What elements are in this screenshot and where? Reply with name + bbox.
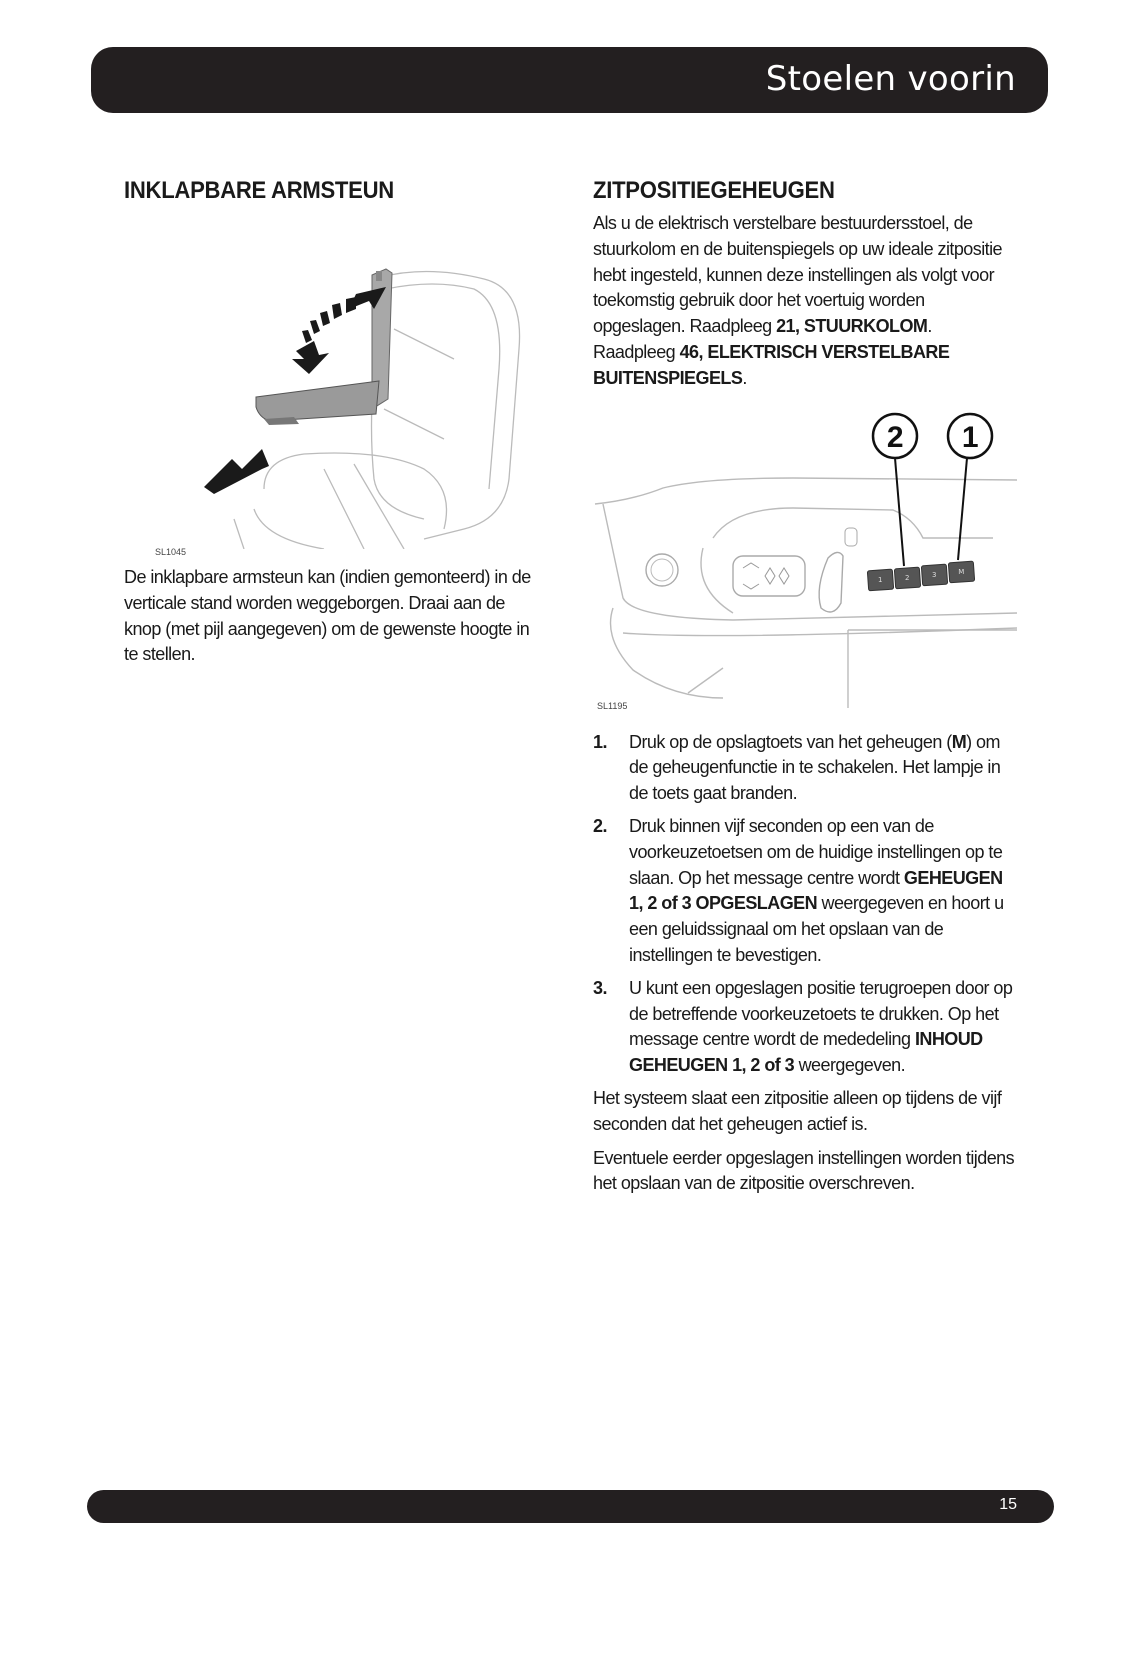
page-header-bar xyxy=(91,47,1048,113)
memory-store-button: M xyxy=(958,567,964,576)
cross-reference-mirrors[interactable]: 46, ELEKTRISCH VERSTELBARE BUITENSPIEGELS xyxy=(593,341,950,388)
section-heading-armrest: INKLAPBARE ARMSTEUN xyxy=(124,177,394,204)
armrest-illustration xyxy=(124,209,544,557)
callout-2: 2 xyxy=(886,420,904,454)
step-text: weergegeven en hoort u een geluidssignaal om het opslaan van de instellingen te bevestigen. xyxy=(629,893,1004,965)
list-item xyxy=(593,976,1017,1079)
memory-buttons-illustration xyxy=(593,408,1017,711)
intro-text: Als u de elektrisch verstelbare bestuurdersstoel, de stuurkolom en de buitenspiegels op uw ideale zitpositie hebt ingesteld, kunnen deze instellingen als volgt voor toekomstig gebruik door het voertuig worden opgeslagen. Raadpleeg xyxy=(593,213,1003,337)
step-text: U kunt een opgeslagen positie terugroepen door op de betreffende voorkeuzetoets te drukken. Op het message centre wordt de mededeling xyxy=(629,977,1013,1050)
seat-armrest-drawing xyxy=(124,209,544,549)
list-item xyxy=(593,814,1017,969)
step-number: 2. xyxy=(593,815,607,836)
step-bold: M xyxy=(951,731,967,752)
step-text: ) om de geheugenfunctie in te schakelen. Het lampje in de toets gaat branden. xyxy=(629,731,1001,804)
memory-button-2: 2 xyxy=(905,573,909,582)
armrest-description: De inklapbare armsteun kan (indien gemonteerd) in de verticale stand worden weggeborgen. Draai aan de knop (met pijl aangegeven) om de gewenste hoogte in te stellen. xyxy=(124,567,531,665)
memory-note-1: Het systeem slaat een zitpositie alleen op tijdens de vijf seconden dat het geheugen actief is. xyxy=(593,1087,1002,1134)
door-panel-drawing xyxy=(593,408,1017,708)
memory-note-2: Eventuele eerder opgeslagen instellingen worden tijdens het opslaan van de zitpositie overschreven. xyxy=(593,1147,1015,1194)
memory-intro xyxy=(593,211,1017,392)
memory-steps xyxy=(593,730,1017,1079)
section-heading-memory: ZITPOSITIEGEHEUGEN xyxy=(593,177,835,204)
step-bold: GEHEUGEN 1, 2 of 3 OPGESLAGEN xyxy=(629,867,1003,914)
step-bold: INHOUD GEHEUGEN 1, 2 of 3 xyxy=(629,1029,983,1076)
step-text: Druk binnen vijf seconden op een van de voorkeuzetoetsen om de huidige instellingen op te slaan. Op het message centre wordt xyxy=(629,815,1003,888)
right-column xyxy=(593,175,1017,1205)
left-column xyxy=(124,175,544,676)
callout-1: 1 xyxy=(961,420,979,454)
cross-reference-steering-column[interactable]: 21, STUURKOLOM xyxy=(776,316,928,337)
intro-text: . xyxy=(742,367,747,388)
page-number: 15 xyxy=(999,1496,1017,1513)
memory-button-1: 1 xyxy=(878,575,882,584)
memory-button-3: 3 xyxy=(932,570,936,579)
step-number: 3. xyxy=(593,977,607,998)
page-footer-bar xyxy=(87,1490,1054,1523)
list-item xyxy=(593,730,1017,807)
intro-text: . Raadpleeg xyxy=(593,316,932,362)
step-number: 1. xyxy=(593,731,607,752)
step-text: Druk op de opslagtoets van het geheugen ( xyxy=(629,731,952,752)
figure-label: SL1195 xyxy=(597,700,628,711)
figure-label: SL1045 xyxy=(155,547,187,557)
step-text: weergegeven. xyxy=(794,1055,906,1076)
page-title: Stoelen voorin xyxy=(765,59,1016,99)
